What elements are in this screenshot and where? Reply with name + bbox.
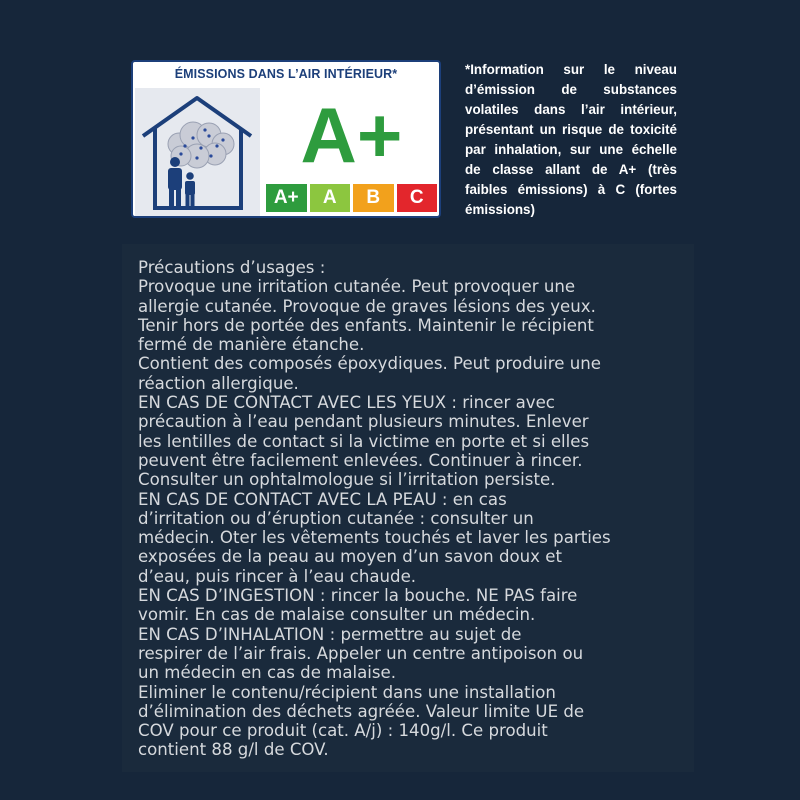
precautions-line: vomir. En cas de malaise consulter un médecin. — [138, 605, 536, 625]
house-illustration — [135, 88, 260, 216]
class-c: C — [397, 184, 438, 212]
rating-value: A+ — [300, 91, 403, 179]
precautions-line: médecin. Oter les vêtements touchés et laver les parties — [138, 528, 611, 548]
precautions-line: un médecin en cas de malaise. — [138, 663, 397, 683]
precautions-text — [138, 258, 698, 760]
precautions-line: peuvent être facilement enlevées. Continuer à rincer. — [138, 450, 583, 470]
house-icon — [135, 88, 260, 216]
precautions-line: contient 88 g/l de COV. — [138, 740, 329, 760]
class-a-plus: A+ — [266, 184, 307, 212]
precautions-line: Consulter un ophtalmologue si l’irritation persiste. — [138, 470, 556, 490]
precautions-line: Contient des composés époxydiques. Peut produire une — [138, 354, 601, 374]
precautions-line: précaution à l’eau pendant plusieurs minutes. Enlever — [138, 412, 589, 432]
rating-panel — [264, 88, 439, 216]
precautions-line: exposées de la peau au moyen d’un savon doux et — [138, 547, 562, 567]
precautions-line: réaction allergique. — [138, 373, 299, 393]
precautions-line: Eliminer le contenu/récipient dans une installation — [138, 682, 556, 702]
precautions-line: EN CAS DE CONTACT AVEC LA PEAU : en cas — [138, 489, 507, 509]
precautions-heading: Précautions d’usages : — [138, 258, 326, 277]
precautions-line: COV pour ce produit (cat. A/j) : 140g/l. Ce produit — [138, 721, 548, 741]
precautions-line: fermé de manière étanche. — [138, 335, 365, 355]
class-b: B — [353, 184, 394, 212]
class-a: A — [310, 184, 351, 212]
precautions-line: d’élimination des déchets agréée. Valeur limite UE de — [138, 701, 585, 721]
precautions-line: EN CAS DE CONTACT AVEC LES YEUX : rincer avec — [138, 393, 555, 413]
precautions-line: d’eau, puis rincer à l’eau chaude. — [138, 566, 417, 586]
precautions-line: EN CAS D’INHALATION : permettre au sujet de — [138, 624, 522, 644]
emission-footnote: *Information sur le niveau d’émission de substances volatiles dans l’air intérieur, présentant un risque de toxicité par inhalation, sur une échelle de classe allant de A+ (très faibles émissions) à C (fortes émissions) — [465, 62, 677, 217]
class-scale — [266, 184, 437, 212]
precautions-line: allergie cutanée. Provoque de graves lésions des yeux. — [138, 296, 596, 316]
emission-label-title: ÉMISSIONS DANS L’AIR INTÉRIEUR* — [174, 67, 398, 81]
precautions-line: d’irritation ou d’éruption cutanée : consulter un — [138, 508, 534, 528]
emission-label — [131, 60, 441, 218]
precautions-line: Provoque une irritation cutanée. Peut provoquer une — [138, 277, 576, 297]
precautions-line: EN CAS D’INGESTION : rincer la bouche. NE PAS faire — [138, 586, 578, 606]
precautions-line: les lentilles de contact si la victime en porte et si elles — [138, 431, 590, 451]
precautions-line: Tenir hors de portée des enfants. Maintenir le récipient — [138, 315, 594, 335]
precautions-line: respirer de l’air frais. Appeler un centre antipoison ou — [138, 643, 584, 663]
